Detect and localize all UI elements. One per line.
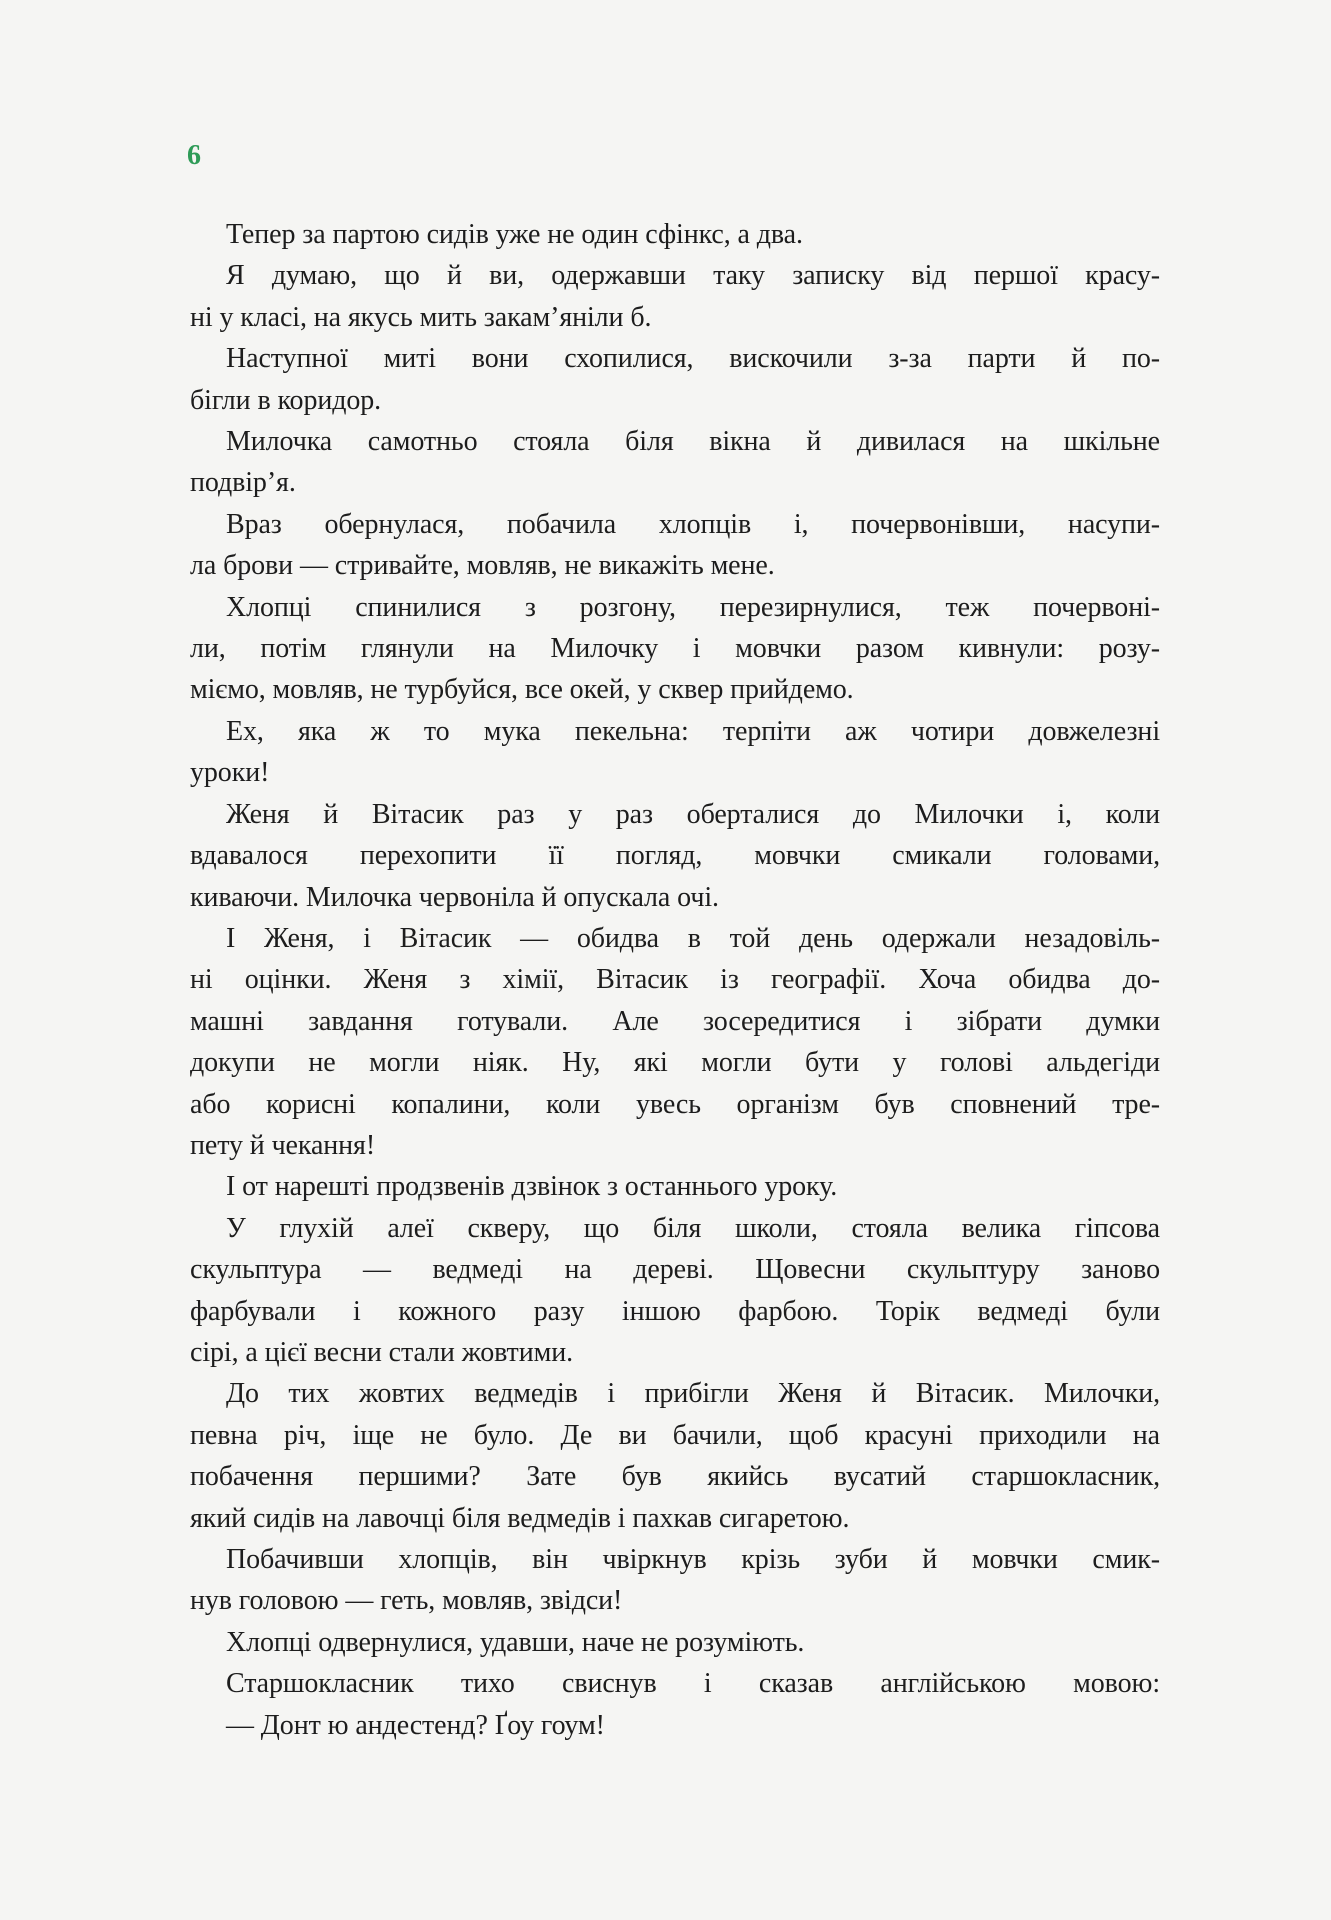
text-line: уроки! <box>190 757 270 789</box>
text-line: міємо, мовляв, не турбуйся, все окей, у сквер прийдемо. <box>190 674 854 706</box>
text-line: До тих жовтих ведмедів і прибігли Женя й Вітасик. Милочки, <box>226 1378 1160 1410</box>
text-line: Женя й Вітасик раз у раз оберталися до Милочки і, коли <box>226 798 1160 830</box>
text-line: пету й чекання! <box>190 1129 376 1161</box>
text-line: ні у класі, на якусь мить закам’яніли б. <box>190 301 652 333</box>
text-line: Милочка самотньо стояла біля вікна й дивилася на шкільне <box>226 426 1160 458</box>
text-line: ні оцінки. Женя з хімії, Вітасик із географії. Хоча обидва до- <box>190 964 1160 996</box>
text-line: Хлопці спинилися з розгону, перезирнулися, теж почервоні- <box>226 591 1160 623</box>
text-line: нув головою — геть, мовляв, звідси! <box>190 1585 623 1617</box>
text-line: побачення першими? Зате був якийсь вусатий старшокласник, <box>190 1461 1160 1493</box>
text-line: бігли в коридор. <box>190 384 382 416</box>
text-line: фарбували і кожного разу іншою фарбою. Торік ведмеді були <box>190 1295 1160 1327</box>
text-line: — Донт ю андестенд? Ґоу гоум! <box>226 1709 605 1741</box>
text-line: машні завдання готували. Але зосередитися і зібрати думки <box>190 1005 1160 1037</box>
text-line: сірі, а цієї весни стали жовтими. <box>190 1336 573 1368</box>
text-line: Наступної миті вони схопилися, вискочили з-за парти й по- <box>226 343 1160 375</box>
text-line: Я думаю, що й ви, одержавши таку записку від першої красу- <box>226 260 1160 292</box>
text-line: Ех, яка ж то мука пекельна: терпіти аж чотири довжелезні <box>226 715 1160 747</box>
text-line: І Женя, і Вітасик — обидва в той день одержали незадовіль- <box>226 922 1160 954</box>
text-line: скульптура — ведмеді на дереві. Щовесни скульптуру заново <box>190 1254 1160 1286</box>
text-line: докупи не могли ніяк. Ну, які могли бути у голові альдегіди <box>190 1047 1160 1079</box>
text-line: Побачивши хлопців, він чвіркнув крізь зуби й мовчки смик- <box>226 1544 1160 1575</box>
text-line: Враз обернулася, побачила хлопців і, почервонівши, насупи- <box>226 508 1160 540</box>
text-line: певна річ, іще не було. Де ви бачили, щоб красуні приходили на <box>190 1419 1160 1451</box>
text-line: ли, потім глянули на Милочку і мовчки разом кивнули: розу- <box>190 633 1160 665</box>
text-line: Старшокласник тихо свиснув і сказав англійською мовою: <box>226 1668 1160 1700</box>
text-line: У глухій алеї скверу, що біля школи, стояла велика гіпсова <box>226 1212 1160 1244</box>
text-line: ла брови — стривайте, мовляв, не викажіть мене. <box>190 550 775 582</box>
text-line: який сидів на лавочці біля ведмедів і пахкав сигаретою. <box>190 1502 850 1534</box>
text-line: або корисні копалини, коли увесь організм був сповнений тре- <box>190 1088 1160 1120</box>
text-line: І от нарешті продзвенів дзвінок з останнього уроку. <box>226 1171 838 1203</box>
text-line: вдавалося перехопити її погляд, мовчки смикали головами, <box>190 840 1160 872</box>
text-line: Хлопці одвернулися, удавши, наче не розуміють. <box>226 1626 805 1658</box>
text-line: подвір’я. <box>190 467 296 499</box>
text-line: киваючи. Милочка червоніла й опускала очі. <box>190 881 719 913</box>
page-text <box>190 214 1160 1746</box>
text-line: Тепер за партою сидів уже не один сфінкс, а два. <box>226 219 803 250</box>
page-number: 6 <box>187 140 201 171</box>
